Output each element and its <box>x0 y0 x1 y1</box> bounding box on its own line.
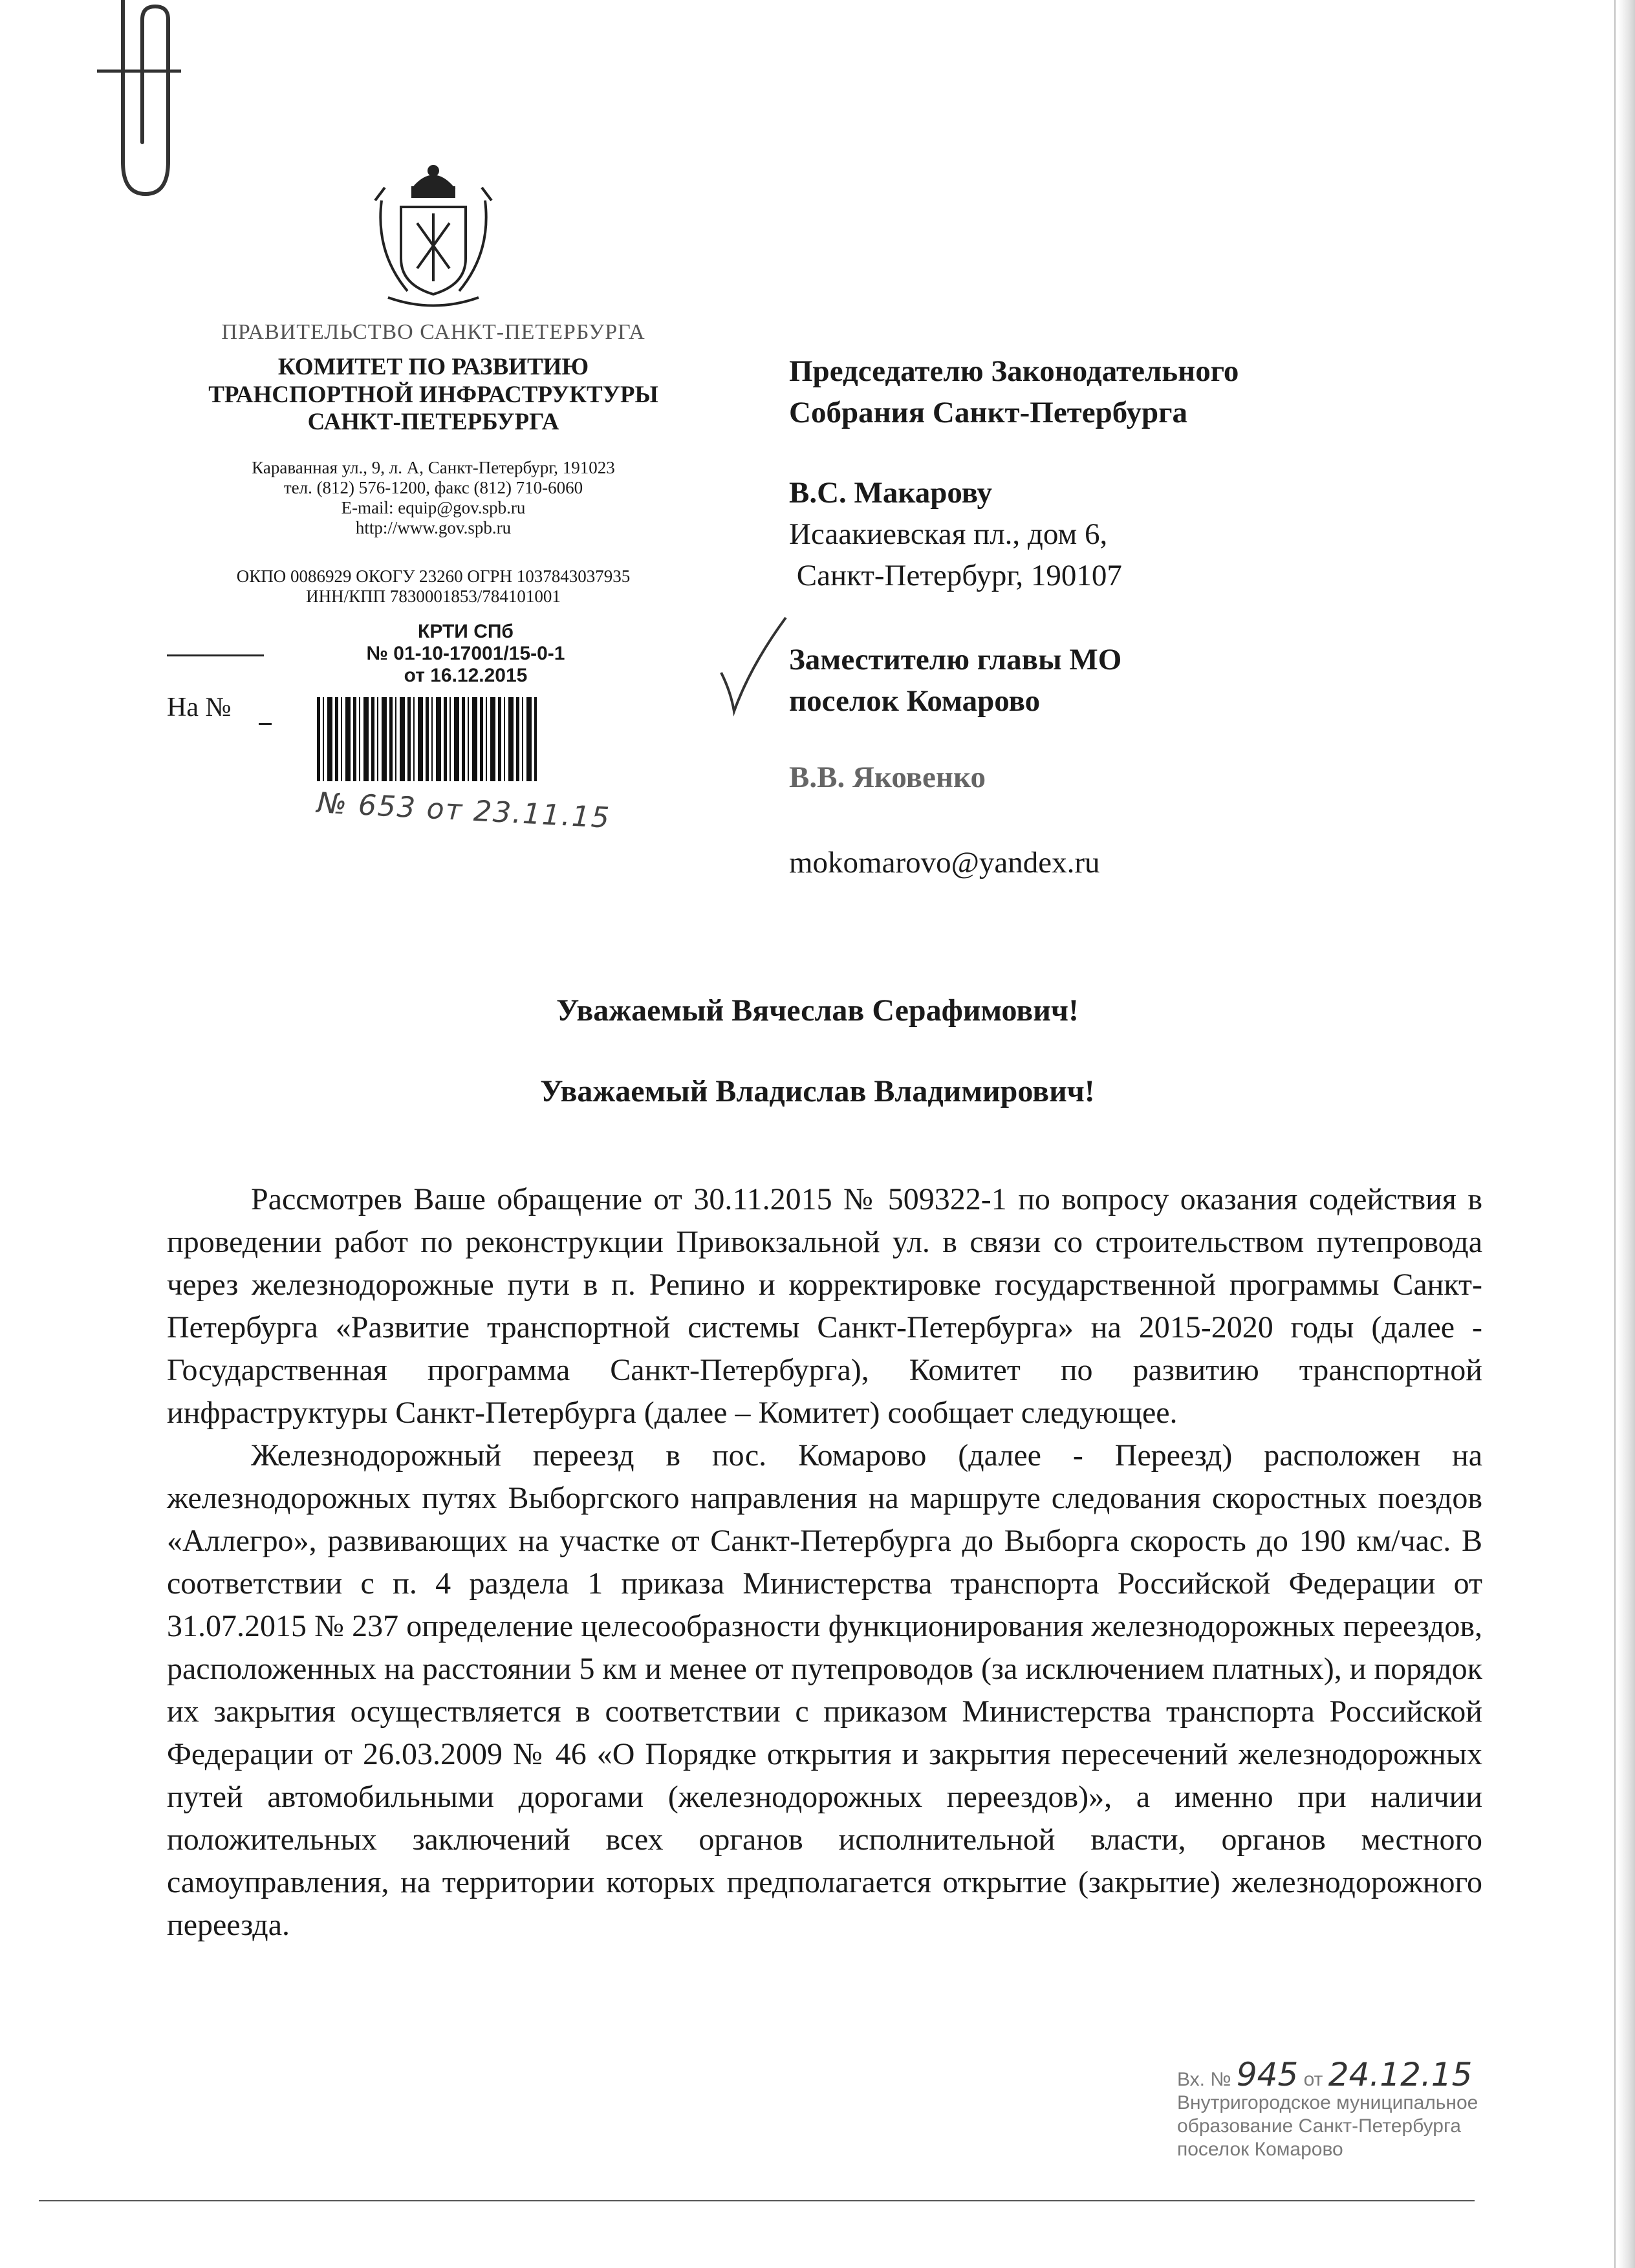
barcode-icon <box>317 697 537 781</box>
recipient-2-name-wrap <box>789 757 986 798</box>
recipient-1-line-2: Собрания Санкт-Петербурга <box>789 396 1187 429</box>
stamp-line-3: поселок Комарово <box>1177 2139 1343 2160</box>
incoming-stamp <box>1177 2056 1539 2212</box>
paragraph-2: Железнодорожный переезд в пос. Комарово (далее - Переезд) расположен на железнодорожных путях Выборгского направления на маршруте следования скоростных поездов «Аллегро», развивающих на участке от Санкт-Петербурга до Выборга скорость до 190 км/час. В соответствии с п. 4 раздела 1 приказа Министерства транспорта Российской Федерации от 31.07.2015 № 237 определение целесообразности функционирования железнодорожных переездов, расположенных на расстоянии 5 км и менее от путепроводов (за исключением платных), и порядок их закрытия осуществляется в соответствии с приказом Министерства транспорта Российской Федерации от 26.03.2009 № 46 «О Порядке открытия и закрытия пересечений железнодорожных путей автомобильными дорогами (железнодорожных переездов)», а именно при наличии положительных заключений всех органов исполнительной власти, органов местного самоуправления, на территории которых предполагается открытие (закрытие) железнодорожного переезда. <box>167 1438 1482 1942</box>
incoming-label: Вх. № <box>1177 2069 1231 2090</box>
letter-body <box>167 1178 1482 1947</box>
committee-website: http://www.gov.spb.ru <box>355 518 512 537</box>
codes-line-1: ОКПО 0086929 ОКОГУ 23260 ОГРН 1037843037935 <box>236 567 631 586</box>
recipient-2-title <box>789 639 1121 722</box>
recipient-1-title <box>789 351 1239 433</box>
handwritten-reference: № 653 от 23.11.15 <box>316 786 612 835</box>
codes-line-2: ИНН/КПП 7830001853/784101001 <box>306 587 561 606</box>
committee-codes <box>155 567 711 607</box>
stamp-line-2: образование Санкт-Петербурга <box>1177 2115 1461 2137</box>
registration-number: № 01-10-17001/15-0-1 <box>366 643 565 664</box>
incoming-from-label: от <box>1303 2069 1323 2090</box>
reply-to-label: На № <box>167 693 232 722</box>
registration-org: КРТИ СПб <box>418 621 514 642</box>
checkmark-icon <box>718 614 789 718</box>
committee-line-2: ТРАНСПОРТНОЙ ИНФРАСТРУКТУРЫ <box>208 381 658 408</box>
committee-name <box>155 354 711 437</box>
paragraph-1: Рассмотрев Ваше обращение от 30.11.2015 № 509322-1 по вопросу оказания содействия в проведении работ по реконструкции Привокзальной ул. в связи со строительством путепровода через железнодорожные пути в п. Репино и корректировке государственной программы Санкт-Петербурга «Развитие транспортной системы Санкт-Петербурга» на 2015-2020 годы (далее - Государственная программа Санкт-Петербурга), Комитет по развитию транспортной инфраструктуры Санкт-Петербурга (далее – Комитет) сообщает следующее. <box>167 1182 1482 1430</box>
outgoing-number-line <box>167 654 264 656</box>
committee-phone: тел. (812) 576-1200, факс (812) 710-6060 <box>283 478 583 497</box>
greeting-2: Уважаемый Владислав Владимирович! <box>540 1074 1095 1108</box>
page-edge-line <box>1614 0 1616 2268</box>
stamp-line-1: Внутригородское муниципальное <box>1177 2092 1478 2113</box>
committee-address: Караванная ул., 9, л. А, Санкт-Петербург, 191023 <box>252 458 615 477</box>
recipient-2-line-2: поселок Комарово <box>789 684 1041 718</box>
page-edge-shadow <box>1618 0 1635 2268</box>
registration-date: от 16.12.2015 <box>404 665 528 686</box>
committee-line-3: САНКТ-ПЕТЕРБУРГА <box>307 409 559 436</box>
greeting-1: Уважаемый Вячеслав Серафимович! <box>556 993 1079 1028</box>
paperclip-icon <box>97 0 188 213</box>
committee-contacts <box>155 458 711 538</box>
bottom-divider <box>39 2200 1475 2201</box>
committee-email: E-mail: equip@gov.spb.ru <box>341 498 526 517</box>
coat-of-arms-icon <box>362 162 504 310</box>
committee-line-1: КОМИТЕТ ПО РАЗВИТИЮ <box>277 354 589 380</box>
recipient-1-name: В.С. Макарову <box>789 476 993 510</box>
recipient-2-line-1: Заместителю главы МО <box>789 643 1122 676</box>
incoming-date: 24.12.15 <box>1328 2056 1473 2093</box>
recipient-1-block <box>789 472 1122 596</box>
registration-stamp <box>327 621 605 687</box>
recipient-2-name: В.В. Яковенко <box>789 761 986 794</box>
government-title: ПРАВИТЕЛЬСТВО САНКТ-ПЕТЕРБУРГА <box>221 320 645 344</box>
reply-to-line <box>259 723 272 725</box>
recipient-1-address-1: Исаакиевская пл., дом 6, <box>789 517 1108 551</box>
recipient-2-email: mokomarovo@yandex.ru <box>789 846 1100 880</box>
incoming-number: 945 <box>1236 2056 1299 2093</box>
recipient-1-line-1: Председателю Законодательного <box>789 354 1239 388</box>
recipient-1-address-2: Санкт-Петербург, 190107 <box>789 559 1122 592</box>
